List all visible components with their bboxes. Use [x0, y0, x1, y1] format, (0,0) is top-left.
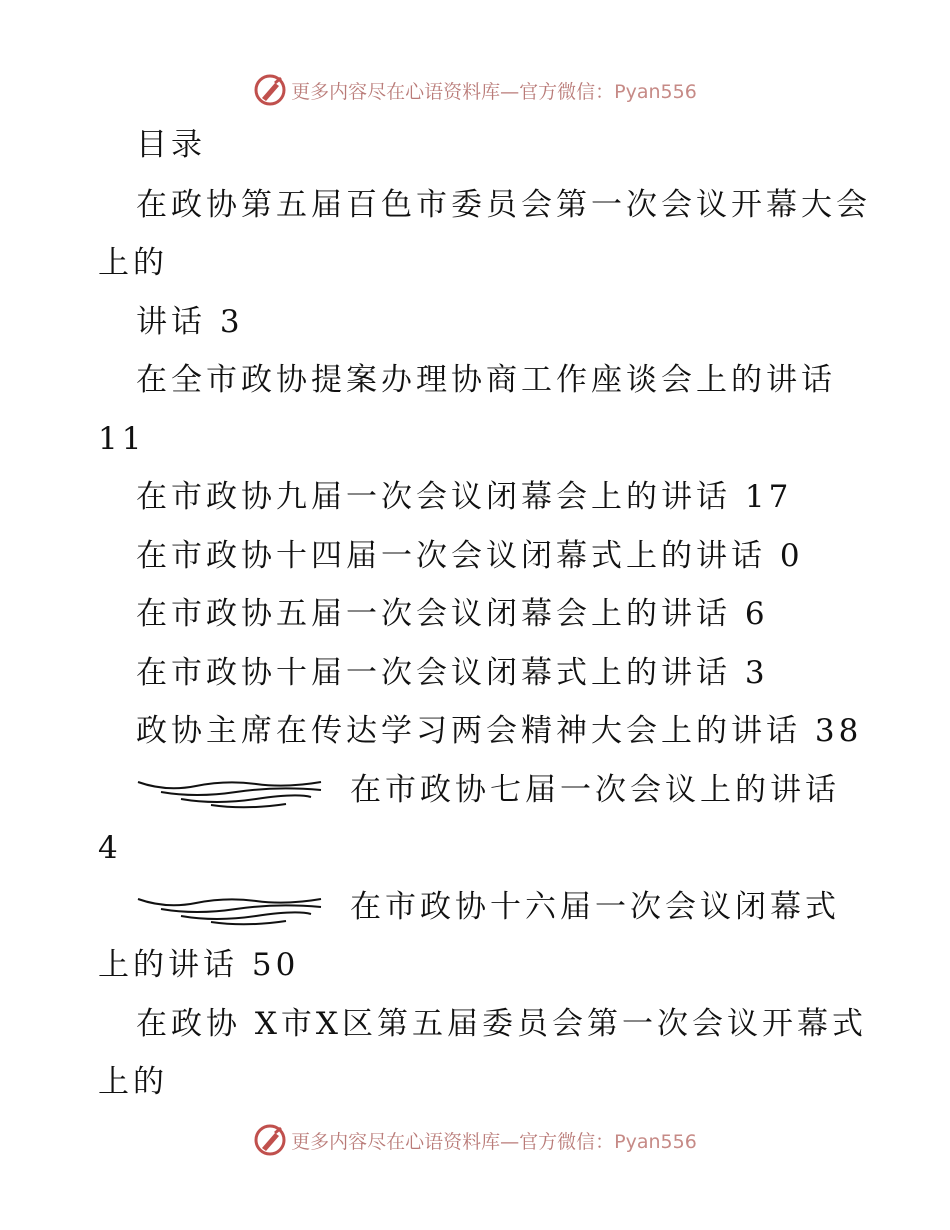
toc-line: 上的讲话 50 [98, 947, 300, 983]
toc-line: 在全市政协提案办理协商工作座谈会上的讲话 [136, 362, 836, 398]
header-banner [0, 70, 950, 110]
toc-line: 在市政协七届一次会议上的讲话 [350, 772, 840, 808]
header-banner-label: 更多内容尽在心语资料库—官方微信： [291, 80, 615, 103]
toc-title: 目录 [136, 127, 206, 163]
wave-ornament [136, 891, 348, 927]
toc-line: 在市政协五届一次会议闭幕会上的讲话 6 [136, 596, 769, 632]
toc-line: 政协主席在传达学习两会精神大会上的讲话 38 [136, 713, 863, 749]
wave-ornament [136, 774, 348, 810]
toc-line: 讲话 3 [136, 304, 244, 340]
pen-logo-icon [253, 73, 287, 107]
pen-logo-icon [253, 1123, 287, 1157]
footer-banner-label: 更多内容尽在心语资料库—官方微信： [291, 1130, 615, 1153]
toc-line: 4 [98, 830, 122, 866]
toc-line: 在市政协十六届一次会议闭幕式 [350, 889, 840, 925]
footer-banner [0, 1120, 950, 1160]
toc-line: 在市政协十四届一次会议闭幕式上的讲话 0 [136, 538, 804, 574]
toc-line: 在市政协九届一次会议闭幕会上的讲话 17 [136, 479, 793, 515]
toc-line: 在政协第五届百色市委员会第一次会议开幕大会 [136, 187, 871, 223]
toc-line: 11 [98, 421, 146, 457]
toc-line: 上的 [98, 245, 168, 281]
header-banner-text [291, 77, 697, 104]
toc-line: 上的 [98, 1064, 168, 1100]
toc-line: 在市政协十届一次会议闭幕式上的讲话 3 [136, 655, 769, 691]
toc-line: 在政协 X市X区第五届委员会第一次会议开幕式 [136, 1006, 867, 1042]
footer-banner-account: Pyan556 [614, 1130, 697, 1153]
header-banner-account: Pyan556 [614, 80, 697, 103]
footer-banner-text [291, 1127, 697, 1154]
